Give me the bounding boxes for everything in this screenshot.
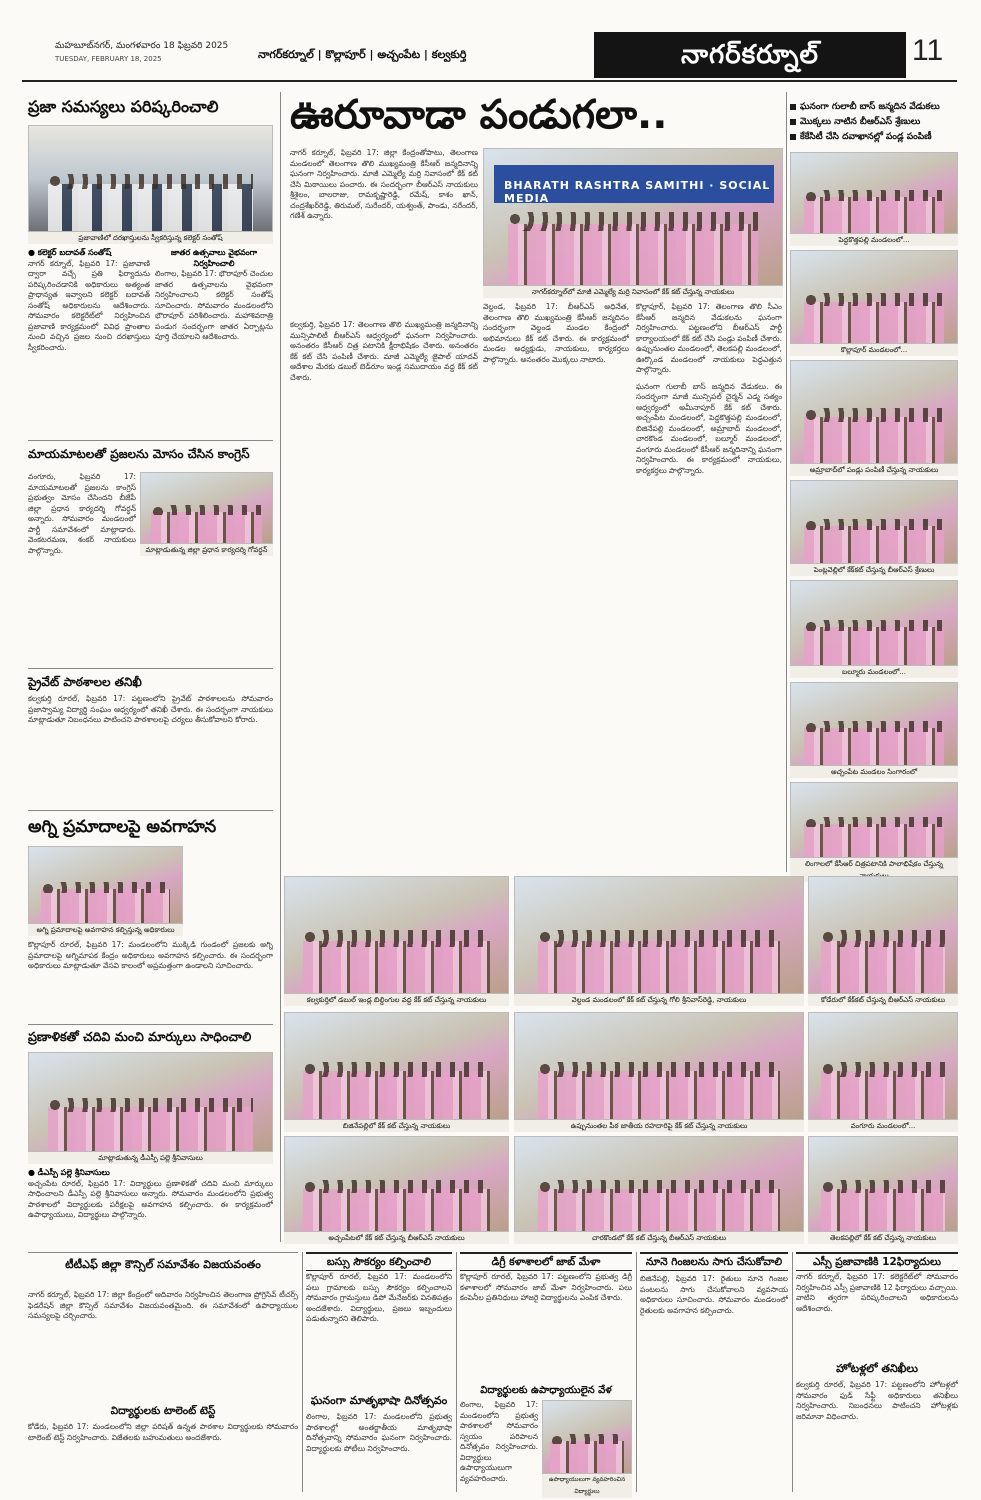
grid-photo-2-3	[808, 1012, 958, 1120]
story8-headline: విద్యార్థులకు టాలెంట్ టెస్ట్	[110, 1405, 216, 1417]
story6-headline: ప్రణాళికతో చదివి మంచి మార్కులు సాధించాలి	[28, 1029, 252, 1044]
divider	[28, 668, 273, 669]
main-col2: కల్వకుర్తి, ఫిబ్రవరి 17: తెలంగాణ తొలి ముఖ్యమంత్రి జన్మదినాన్ని మున్సిపాలిటీ బీఆర్ఎస్ ఆధ్వర్యంలో ఘనంగా నిర్వహించారు. అనంతరం కేసీఆర్ చిత్ర పటానికి క్షీరాభిషేకం చేశారు. అనంతరం కేక్ కట్ చేసి పంపిణీ చేశారు. మాజీ ఎమ్మెల్యే జైపాల్ యాదవ్ ఆదేశాల మేరకు డబుల్ బెడ్‌రూం ఇండ్ల సముదాయం వద్ద కేక్ కట్ చేశారు.	[290, 320, 478, 382]
date-english: TUESDAY, FEBRUARY 18, 2025	[55, 55, 162, 63]
highlight-item: కేకేసిటీ చేసి దవాఖానల్లో పండ్ల పంపిణీ	[790, 130, 960, 145]
story2-headline: జాతర ఉత్సవాలు వైభవంగా నిర్వహించాలి	[170, 248, 258, 268]
story1-caption: ప్రజావాణిలో దరఖాస్తులను స్వీకరిస్తున్న కలెక్టర్ సంతోష్	[28, 232, 273, 244]
right-caption-6: అచ్చంపేట మండలం సింగారంలో	[790, 766, 958, 778]
bottom-f-headline: ఎస్సీ ప్రజావాణికి 12ఫిర్యాదులు	[796, 1252, 958, 1271]
grid-caption-3-3: తెలకపల్లిలో కేక్ కట్ చేస్తున్న నాయకులు	[808, 1232, 958, 1244]
story3-headline: మాయమాటలతో ప్రజలను మోసం చేసిన కాంగ్రెస్	[28, 447, 250, 461]
bottom-a-text: కొల్లాపూర్ రూరల్, ఫిబ్రవరి 17: మండలంలోని పలు గ్రామాలకు బస్సు సౌకర్యం కల్పించాలని సోమవారం గ్రామస్తులు డిపో మేనేజర్‌కు వినతిపత్రం అందజేశారు. విద్యార్థులు, ప్రజలు ఇబ్బందులు పడుతున్నారని తెలిపారు.	[306, 1272, 452, 1323]
main-photo-caption: నాగర్‌కర్నూల్‌లో మాజీ ఎమ్మెల్యే మర్రి నివాసంలో కేక్ కట్ చేస్తున్న నాయకులు	[483, 286, 783, 298]
grid-caption-3-2: చారకొండలో కేక్ కట్ చేస్తున్న బీఆర్ఎస్ నాయకులు	[514, 1232, 804, 1244]
main-headline: ఊరూవాడా పండుగలా..	[290, 92, 668, 138]
grid-photo-1-1	[284, 876, 509, 994]
right-photo-7	[790, 782, 958, 858]
right-photo-2	[790, 250, 958, 344]
grid-caption-2-3: వంగూరు మండలంలో...	[808, 1120, 958, 1132]
grid-photo-2-2	[514, 1012, 804, 1120]
bottom-d-headline: విద్యార్థులకు ఉపాధ్యాయులైన వేళ	[480, 1385, 612, 1396]
story5-photo	[28, 846, 183, 924]
date-block	[55, 40, 228, 66]
story7-text: నాగర్ కర్నూల్, ఫిబ్రవరి 17: జిల్లా కేంద్రంలో ఆదివారం నిర్వహించిన తెలంగాణ ప్రోగ్రెసివ్ టీచర్స్ ఫెడరేషన్ జిల్లా కౌన్సిల్ సమావేశం విజయవంతమైంది. ఈ సమావేశంలో ఉపాధ్యాయుల సమస్యలపై చర్చించారు.	[28, 1290, 298, 1320]
right-caption-4: పెంట్లవెల్లిలో కేక్‌కట్ చేస్తున్న బీఆర్ఎస్ శ్రేణులు	[790, 564, 958, 576]
column-rule	[786, 92, 787, 872]
story5-text: కొల్లాపూర్ రూరల్, ఫిబ్రవరి 17: మండలంలోని ముక్కిడి గుండంలో ప్రజలకు అగ్ని ప్రమాదాలపై అగ్నిమాపక కేంద్రం అధికారులు అవగాహన కల్పించారు. ఈ సందర్భంగా అధికారులు మాట్లాడుతూ వేసవి కాలంలో అప్రమత్తంగా ఉండాలని సూచించారు.	[28, 940, 273, 970]
story6-body: అచ్చంపేట రూరల్, ఫిబ్రవరి 17: విద్యార్థులు ప్రణాళికతో చదివి మంచి మార్కులు సాధించాలని డీఎస్పీ పల్లె శ్రీనివాసులు అన్నారు. సోమవారం మండలంలోని ప్రభుత్వ పాఠశాలలో విద్యార్థులకు పరీక్షలపై అవగాహన కల్పించారు. ఈ కార్యక్రమంలో ఉపాధ్యాయులు, విద్యార్థులు పాల్గొన్నారు.	[28, 1178, 273, 1219]
highlight-item: మొక్కలు నాటిన బీఆర్ఎస్ శ్రేణులు	[790, 115, 960, 130]
story1-body: నాగర్ కర్నూల్, ఫిబ్రవరి 17: ప్రజావాణి ద్వారా వచ్చే ప్రతి ఫిర్యాదును పరిష్కరించడానికి అధికారులు అత్యంత ప్రాధాన్యత ఇవ్వాలని కలెక్టర్ బదావత్ సంతోష్ అధికారులను ఆదేశించారు. సోమవారం కలెక్టరేట్‌లో నిర్వహించిన ప్రజావాణి కార్యక్రమంలో వివిధ ప్రాంతాల నుంచి వచ్చిన ప్రజల నుంచి దరఖాస్తులు స్వీకరించారు.	[28, 258, 150, 352]
bottom-e-headline: నూనె గింజలను సాగు చేసుకోవాలి	[640, 1252, 788, 1271]
grid-photo-1-2	[514, 876, 804, 994]
grid-caption-2-1: బిజినేపల్లిలో కేక్ కట్ చేస్తున్న నాయకులు	[284, 1120, 509, 1132]
story2	[155, 248, 273, 434]
story6-byline: ● డీఎస్పీ పల్లె శ్రీనివాసులు	[28, 1168, 110, 1177]
right-caption-5: బల్మూరు మండలంలో...	[790, 666, 958, 678]
right-photo-5	[790, 580, 958, 666]
grid-caption-3-1: అచ్చంపేటలో కేక్ కట్ చేస్తున్న బీఆర్ఎస్ నాయకులు	[284, 1232, 509, 1244]
column-rule	[792, 1252, 793, 1492]
grid-caption-1-3: కోడేరులో కేక్‌కట్ చేస్తున్న బీఆర్ఎస్ నాయకులు	[808, 994, 958, 1006]
bottom-a-headline: బస్సు సౌకర్యం కల్పించాలి	[306, 1252, 452, 1271]
bottom-c-headline: డిగ్రీ కళాశాలలో జాబ్ మేళా	[460, 1252, 632, 1271]
grid-caption-2-2: ఉప్పునుంతల పీఠ జాతీయ రహదారిపై కేక్ కట్ చేస్తున్న నాయకులు	[514, 1120, 804, 1132]
highlights-list	[790, 100, 960, 145]
banner-text: BHARATH RASHTRA SAMITHI · SOCIAL MEDIA	[504, 179, 771, 205]
right-caption-1: పెద్దకొత్తపల్లి మండలంలో...	[790, 234, 958, 246]
column-rule	[280, 92, 281, 1242]
grid-photo-3-2	[514, 1136, 804, 1232]
divider	[28, 1024, 273, 1025]
divider	[28, 440, 273, 441]
bottom-d-photo	[542, 1400, 632, 1474]
story6-photo	[28, 1052, 273, 1152]
page-number: 11	[912, 34, 944, 67]
right-caption-7: లింగాలలో కేసీఆర్ చిత్రపటానికి పాలాభిషేకం చేస్తున్న	[790, 858, 958, 882]
bottom-g-headline: హోటళ్లలో తనిఖీలు	[836, 1362, 918, 1375]
story1-headline: ప్రజా సమస్యలు పరిష్కరించాలి	[28, 97, 219, 116]
story3-text: వంగూరు, ఫిబ్రవరి 17: మాయమాటలతో ప్రజలను కాంగ్రెస్ ప్రభుత్వం మోసం చేసిందని బీజేపీ జిల్లా ప్రధాన కార్యదర్శి గోవర్ధన్ అన్నారు. సోమవారం మండలంలో పార్టీ సమావేశంలో మాట్లాడారు. వెంకటరమణ, శంకర్ నాయకులు పాల్గొన్నారు.	[28, 472, 136, 555]
grid-caption-1-2: వెల్దండ మండలంలో కేక్ కట్ చేస్తున్న గోలి శ్రీనివాస్‌రెడ్డి, నాయకులు	[514, 994, 804, 1006]
column-rule	[636, 1252, 637, 1492]
grid-caption-1-1: కల్వకుర్తిలో డబుల్ ఇండ్ల బిల్డింగుల వద్ద కేక్ కట్ చేస్తున్న నాయకులు	[284, 994, 509, 1006]
grid-photo-3-1	[284, 1136, 509, 1232]
divider	[28, 810, 273, 811]
bottom-d-text: లింగాల, ఫిబ్రవరి 17: మండలంలోని ప్రభుత్వ పాఠశాలలో సోమవారం స్వయం పరిపాలన దినోత్సవం నిర్వహించారు. విద్యార్థులు ఉపాధ్యాయులుగా వ్యవహరించారు.	[460, 1400, 538, 1483]
bottom-f-text: నాగర్ కర్నూల్, ఫిబ్రవరి 17: కలెక్టరేట్‌లో సోమవారం నిర్వహించిన ఎస్సీ ప్రజావాణికి 12 ఫిర్యాదులు వచ్చాయి. వాటిని త్వరగా పరిష్కరించాలని అధికారులను ఆదేశించారు.	[796, 1272, 958, 1313]
story3-caption: మాట్లాడుతున్న జిల్లా ప్రధాన కార్యదర్శి గోవర్ధన్	[140, 544, 273, 556]
story5-caption: అగ్ని ప్రమాదాలపై అవగాహన కల్పిస్తున్న అధికారులు	[28, 924, 183, 936]
grid-photo-2-1	[284, 1012, 509, 1120]
highlight-item: ఘనంగా గులాబీ బాస్ జన్మదిన వేడుకలు	[790, 100, 960, 115]
main-col1: నాగర్‌ కర్నూల్‌, ఫిబ్రవరి 17: జిల్లా కేంద్రంతోపాటు, తెలంగాణ మండలంలో తెలంగాణ తొలి ముఖ్యమంత్రి కేసీఆర్ జన్మదినాన్ని ఘనంగా నిర్వహించారు. మాజీ ఎమ్మెల్యే మర్రి నివాసంలో కేక్ కట్ చేసి మిఠాయిలు పంచారు. ఈ సందర్భంగా బీఆర్ఎస్ నాయకులు శ్రీశైలం, బాలరాజు, రామకృష్ణారెడ్డి, రమేష్, కాశం ఖాన్, చంద్రశేఖర్‌రెడ్డి, తిరుమల్, సురేందర్, యశ్వంత్, పాండు, నరేందర్, గణేశ్ ఉన్నారు.	[290, 148, 478, 220]
bottom-g-text: కల్వకుర్తి రూరల్, ఫిబ్రవరి 17: పట్టణంలోని హోటళ్లలో సోమవారం ఫుడ్ సేఫ్టీ అధికారులు తనిఖీలు నిర్వహించారు. నిబంధనలు పాటించని హోటళ్లకు జరిమానా విధించారు.	[796, 1380, 958, 1421]
masthead	[0, 0, 981, 84]
column-rule	[302, 1252, 303, 1492]
story5-headline: అగ్ని ప్రమాదాలపై అవగాహన	[28, 817, 217, 837]
story6-caption: మాట్లాడుతున్న డీఎస్పీ పల్లె శ్రీనివాసులు	[28, 1152, 273, 1164]
right-photo-6	[790, 682, 958, 766]
story1-text	[28, 248, 150, 434]
main-col4: కొల్లాపూర్, ఫిబ్రవరి 17: తెలంగాణ తొలి సీఎం కేసీఆర్ జన్మదిన వేడుకలను ఘనంగా నిర్వహించారు. పట్టణంలోని బీఆర్ఎస్ పార్టీ కార్యాలయంలో కేక్ కట్ చేసి పండ్లు పంపిణీ చేశారు. ఉప్పునుంతల మండలంలో, తెలకపల్లి మండలంలో, ఊర్కొండ మండలంలో నాయకులు పెద్దఎత్తున పాల్గొన్నారు. ఘనంగా గులాబీ బాస్ జన్మదిన వేడుకలు. ఈ సందర్భంగా మాజీ మున్సిపల్ చైర్మన్ ఎడ్మ సత్యం ఆధ్వర్యంలో అమీనాపూర్ కేక్ కట్ చేశారు. అచ్చంపేట మండలంలో, పెద్దకొత్తపల్లి మండలంలో, బిజినేపల్లి మండలంలో, అమ్రాబాద్ మండలంలో, చారకొండ మండలంలో, బల్మూర్ మండలంలో, వంగూరు మండలంలో కేసీఆర్ జన్మదినాన్ని ఘనంగా నిర్వహించారు. ఈ కార్యక్రమంలో నాయకులు, కార్యకర్తలు పాల్గొన్నారు.	[636, 302, 782, 475]
right-photo-4	[790, 480, 958, 564]
main-col3: వెల్దండ, ఫిబ్రవరి 17: బీఆర్ఎస్ అధినేత, తెలంగాణ తొలి ముఖ్యమంత్రి కేసీఆర్ జన్మదినం సందర్భంగా వెల్దండ మండల కేంద్రంలో అభిమానులు కేక్ కట్ చేశారు. ఈ కార్యక్రమంలో మండల అధ్యక్షుడు, నాయకులు, కార్యకర్తలు పాల్గొన్నారు. అనంతరం మొక్కలు నాటారు.	[483, 302, 629, 364]
story1-photo	[28, 125, 273, 232]
bottom-c-text: కొల్లాపూర్ రూరల్, ఫిబ్రవరి 17: పట్టణంలోని ప్రభుత్వ డిగ్రీ కళాశాలలో సోమవారం జాబ్ మేళా నిర్వహించారు. పలు కంపెనీల ప్రతినిధులు హాజరై విద్యార్థులను ఎంపిక చేశారు.	[460, 1272, 632, 1302]
story2-body: లింగాల, ఫిబ్రవరి 17: భౌరాపూర్ చెంచుల జాతర ఉత్సవాలను వైభవంగా నిర్వహించాలని కలెక్టర్ సంతోష్ సూచించారు. సోమవారం మండలంలోని భౌరాపూర్ పరిశీలించారు. మహాశివరాత్రి పండుగ సందర్భంగా జాతర ఏర్పాట్లను పూర్తి చేయాలని ఆదేశించారు.	[155, 269, 273, 341]
story3-photo	[140, 472, 273, 544]
grid-photo-1-3	[808, 876, 958, 994]
right-caption-3: అమ్రాబాద్‌లో పండ్లు పంపిణీ చేస్తున్న నాయకులు	[790, 464, 958, 476]
grid-photo-3-3	[808, 1136, 958, 1232]
story4-text: కల్వకుర్తి రూరల్, ఫిబ్రవరి 17: పట్టణంలోని ప్రైవేట్ పాఠశాలలను సోమవారం ప్రజాస్వామ్య విద్యార్థి సంఘం ఆధ్వర్యంలో తనిఖీ చేశారు. ఈ సందర్భంగా నాయకులు మాట్లాడుతూ నిబంధనలు పాటించని పాఠశాలలపై చర్యలు తీసుకోవాలని కోరారు.	[28, 694, 273, 724]
bottom-d-caption: ఉపాధ్యాయులుగా వ్యవహరించిన విద్యార్థులు	[542, 1474, 632, 1498]
divider	[28, 1252, 298, 1253]
edition-places: నాగర్‌కర్నూల్ | కొల్లాపూర్ | అచ్చంపేట | కల్వకుర్తి	[258, 48, 467, 61]
story1-byline: ● కలెక్టర్ బదావత్ సంతోష్	[28, 248, 112, 257]
bottom-b-text: లింగాల, ఫిబ్రవరి 17: మండలంలోని ప్రభుత్వ పాఠశాలల్లో అంతర్జాతీయ మాతృభాషా దినోత్సవాన్ని సోమవారం ఘనంగా నిర్వహించారు. విద్యార్థులకు పోటీలు నిర్వహించారు.	[306, 1412, 452, 1453]
main-col5: ఘనంగా గులాబీ బాస్ జన్మదిన వేడుకలు. ఈ సందర్భంగా మాజీ మున్సిపల్ చైర్మన్ ఎడ్మ సత్యం ఆధ్వర్యంలో అమీనాపూర్ కేక్ కట్ చేశారు. అచ్చంపేట మండలంలో, పెద్దకొత్తపల్లి మండలంలో, బిజినేపల్లి మండలంలో, అమ్రాబాద్ మండలంలో, చారకొండ మండలంలో, బల్మూర్ మండలంలో, వంగూరు మండలంలో కేసీఆర్ జన్మదినాన్ని ఘనంగా నిర్వహించారు. ఈ కార్యక్రమంలో నాయకులు, కార్యకర్తలు పాల్గొన్నారు.	[636, 381, 782, 475]
date-telugu: మహబూబ్‌నగర్, మంగళవారం 18 ఫిబ్రవరి 2025	[55, 41, 229, 51]
bottom-b-headline: ఘనంగా మాతృభాషా దినోత్సవం	[310, 1394, 448, 1407]
story8-text: కోడేరు, ఫిబ్రవరి 17: మండలంలోని జిల్లా పరిషత్ ఉన్నత పాఠశాల విద్యార్థులకు సోమవారం టాలెంట్ టెస్ట్ నిర్వహించారు. విజేతలకు బహుమతులు అందజేశారు.	[28, 1422, 298, 1442]
right-caption-2: కొల్లాపూర్ మండలంలో...	[790, 344, 958, 356]
column-rule	[456, 1252, 457, 1492]
district-banner: నాగర్‌కర్నూల్	[594, 32, 906, 78]
story6-text	[28, 1168, 273, 1248]
right-photo-1	[790, 152, 958, 234]
masthead-rule	[22, 80, 957, 82]
main-photo	[483, 148, 783, 286]
right-photo-3	[790, 360, 958, 464]
bottom-e-text: బిజినేపల్లి, ఫిబ్రవరి 17: రైతులు నూనె గింజల పంటలను సాగు చేసుకోవాలని వ్యవసాయ అధికారులు సూచించారు. సోమవారం మండలంలో రైతులకు అవగాహన కల్పించారు.	[640, 1274, 788, 1315]
story7-headline: టీటీఎఫ్ జిల్లా కౌన్సిల్ సమావేశం విజయవంతం	[65, 1258, 261, 1271]
story4-headline: ప్రైవేట్ పాఠశాలల తనిఖీ	[28, 675, 142, 689]
